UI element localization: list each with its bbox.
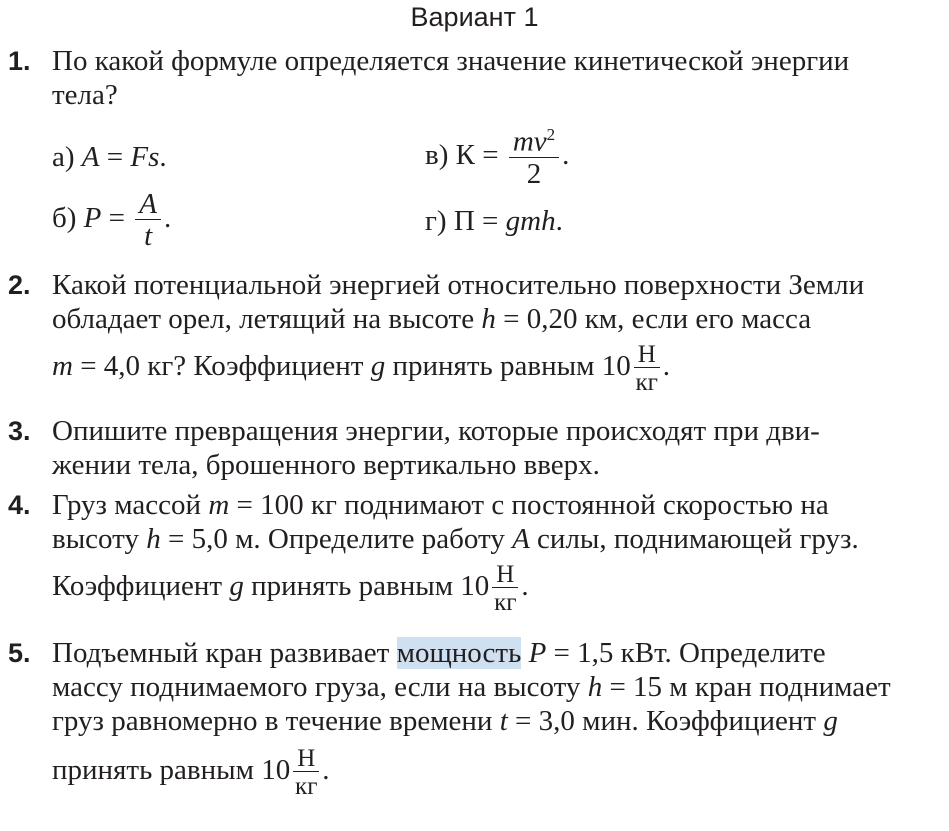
question-text (52, 414, 932, 482)
question-number: 2. (8, 270, 31, 300)
answer-option-a (52, 141, 167, 174)
formula-var: A (81, 141, 100, 173)
fraction-numerator (509, 126, 559, 158)
text-run: Коэффициент (52, 570, 230, 603)
text-run: принять равным 10 (385, 350, 631, 383)
fraction-numerator: A (135, 190, 161, 220)
formula-end: . (555, 205, 563, 237)
question-line: Какой потенциальной энергией относительно поверхности Земли (52, 269, 865, 301)
formula-end: . (163, 202, 172, 235)
unit-fraction (492, 562, 518, 615)
formula-eq: = (101, 202, 133, 235)
unit-fraction (634, 342, 660, 395)
question-line (52, 562, 932, 615)
answer-option-b (52, 190, 171, 251)
fraction-denominator: 2 (526, 157, 542, 190)
formula-eq: = (99, 141, 131, 173)
text-run: высоту (52, 523, 147, 555)
formula-end: . (159, 141, 167, 173)
text-run (521, 637, 528, 669)
formula-var: g (229, 570, 244, 603)
variant-title: Вариант 1 (410, 2, 539, 32)
exponent: 2 (546, 125, 556, 144)
fraction-numerator: Н (634, 342, 660, 368)
text-run: Подъемный кран развивает (52, 637, 397, 669)
text-run: = 15 м кран поднимает (602, 671, 891, 703)
option-label: в) (425, 138, 449, 171)
formula-eq: = (474, 138, 506, 171)
formula-var: mv (512, 125, 547, 158)
text-end: . (322, 754, 330, 787)
question-number: 3. (8, 416, 31, 446)
question-text (52, 44, 932, 112)
formula-var: П (453, 205, 475, 237)
fraction-numerator: Н (492, 562, 518, 588)
text-run: = 1,5 кВт. Определите (546, 637, 826, 669)
formula-var: gmh (505, 205, 556, 237)
question-text (52, 488, 932, 615)
formula-eq: = (474, 205, 506, 237)
question-text (52, 268, 932, 395)
formula-var: h (587, 671, 603, 703)
answer-option-v (425, 126, 569, 189)
question-text (52, 636, 932, 799)
formula-var: A (512, 523, 530, 555)
question-line (52, 704, 932, 738)
answer-option-g (425, 205, 563, 238)
option-label: г) (425, 205, 447, 237)
question-line (52, 670, 932, 704)
fraction (135, 190, 161, 251)
text-end: . (662, 350, 671, 383)
formula-var: m (52, 350, 73, 383)
formula-var: h (481, 303, 496, 335)
fraction-denominator: кг (295, 773, 318, 800)
option-label: а) (52, 141, 75, 173)
question-number: 5. (8, 638, 31, 668)
text-run: принять равным 10 (52, 754, 291, 787)
text-run: принять равным 10 (243, 570, 490, 603)
highlighted-word: мощность (396, 637, 522, 669)
question-line (52, 488, 932, 522)
fraction-denominator: t (144, 220, 153, 252)
question-line (52, 302, 932, 336)
text-run: силы, поднимающей груз. (529, 523, 859, 555)
text-run: = 3,0 мин. Коэффициент (507, 705, 824, 737)
formula-var: g (370, 350, 386, 383)
formula-var: h (146, 523, 161, 555)
question-number: 1. (8, 46, 31, 76)
fraction-numerator: Н (293, 746, 319, 772)
text-run: массу поднимаемого груза, если на высоту (52, 671, 588, 703)
text-run: Груз массой (52, 489, 209, 521)
formula-end: . (562, 138, 570, 171)
formula-var: P (528, 637, 547, 669)
formula-var: К (455, 138, 475, 171)
question-line: тела? (52, 79, 118, 111)
question-line (52, 522, 932, 556)
text-run: = 4,0 кг? Коэффициент (72, 350, 371, 383)
unit-fraction (293, 746, 319, 799)
text-end: . (521, 570, 529, 603)
text-run: = 5,0 м. Определите работу (160, 523, 513, 555)
fraction-denominator: кг (494, 589, 517, 616)
formula-var: t (499, 705, 508, 737)
formula-var: P (83, 202, 102, 235)
question-line (52, 746, 932, 799)
fraction-denominator: кг (635, 369, 658, 396)
fraction (509, 126, 559, 189)
question-line: По какой формуле определяется значение кинетической энергии (52, 45, 850, 77)
question-number: 4. (8, 490, 31, 520)
text-run: груз равномерно в течение времени (52, 705, 500, 737)
formula-var: m (208, 489, 230, 521)
text-run: обладает орел, летящий на высоте (52, 303, 482, 335)
text-run: = 0,20 км, если его масса (495, 303, 812, 335)
text-run: = 100 кг поднимают с постоянной скоростью на (229, 489, 829, 521)
formula-var: g (823, 705, 838, 737)
question-line (52, 342, 932, 395)
formula-var: Fs (130, 141, 160, 173)
question-line (52, 636, 932, 670)
question-line: жении тела, брошенного вертикально вверх. (52, 449, 600, 481)
question-line: Опишите превращения энергии, которые происходят при дви- (52, 415, 820, 447)
option-label: б) (52, 202, 77, 235)
